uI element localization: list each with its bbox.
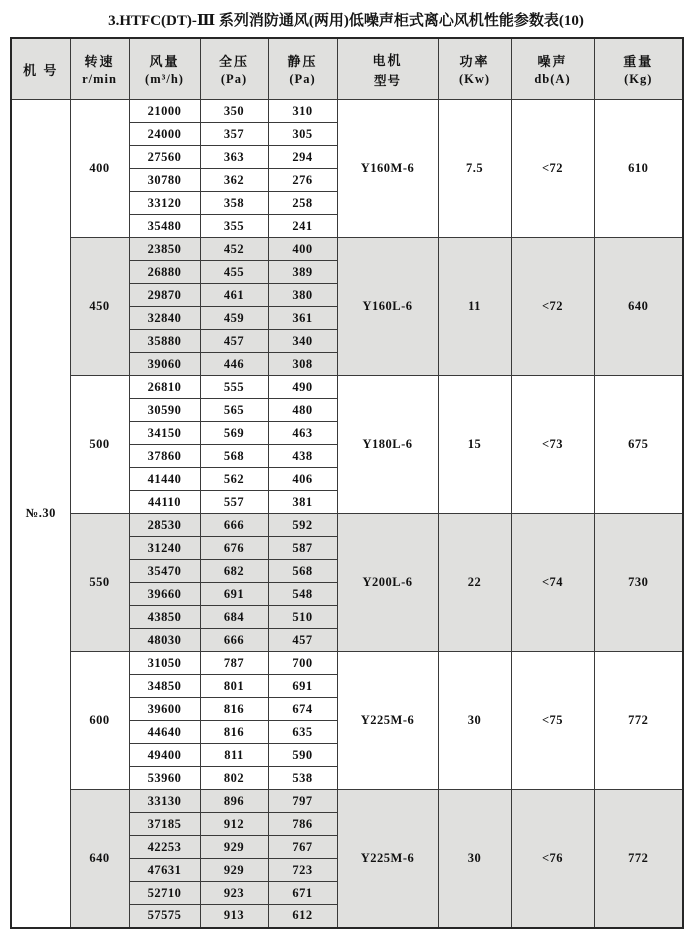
total-pressure-cell: 350 (200, 100, 268, 123)
total-pressure-cell: 912 (200, 813, 268, 836)
machine-no-cell: №.30 (11, 100, 70, 928)
table-row (11, 238, 683, 261)
speed-cell: 600 (70, 652, 129, 790)
total-pressure-cell: 569 (200, 422, 268, 445)
column-header-total-pressure (200, 38, 268, 100)
column-header-machine-no-line1: 机 号 (23, 62, 59, 78)
column-header-static-pressure (268, 38, 337, 100)
power-cell: 30 (438, 790, 511, 928)
column-header-speed (70, 38, 129, 100)
table-row (11, 652, 683, 675)
airflow-cell: 44640 (129, 721, 200, 744)
noise-cell: <72 (511, 100, 594, 238)
total-pressure-cell: 557 (200, 491, 268, 514)
motor-model-cell: Y180L-6 (337, 376, 438, 514)
total-pressure-cell: 357 (200, 123, 268, 146)
static-pressure-cell: 361 (268, 307, 337, 330)
total-pressure-cell: 355 (200, 215, 268, 238)
total-pressure-cell: 811 (200, 744, 268, 767)
total-pressure-cell: 913 (200, 905, 268, 928)
static-pressure-cell: 538 (268, 767, 337, 790)
column-header-machine-no (11, 38, 70, 100)
airflow-cell: 57575 (129, 905, 200, 928)
column-header-weight-line1: 重量 (623, 54, 654, 69)
static-pressure-cell: 276 (268, 169, 337, 192)
airflow-cell: 23850 (129, 238, 200, 261)
table-header (11, 38, 683, 100)
total-pressure-cell: 682 (200, 560, 268, 583)
weight-cell: 610 (594, 100, 683, 238)
total-pressure-cell: 562 (200, 468, 268, 491)
airflow-cell: 37860 (129, 445, 200, 468)
static-pressure-cell: 767 (268, 836, 337, 859)
total-pressure-cell: 555 (200, 376, 268, 399)
total-pressure-cell: 676 (200, 537, 268, 560)
total-pressure-cell: 457 (200, 330, 268, 353)
airflow-cell: 35880 (129, 330, 200, 353)
airflow-cell: 32840 (129, 307, 200, 330)
total-pressure-cell: 896 (200, 790, 268, 813)
total-pressure-cell: 363 (200, 146, 268, 169)
static-pressure-cell: 308 (268, 353, 337, 376)
table-row (11, 100, 683, 123)
total-pressure-cell: 565 (200, 399, 268, 422)
column-header-power-line1: 功率 (459, 54, 490, 69)
static-pressure-cell: 380 (268, 284, 337, 307)
noise-cell: <76 (511, 790, 594, 928)
speed-cell: 550 (70, 514, 129, 652)
static-pressure-cell: 510 (268, 606, 337, 629)
total-pressure-cell: 684 (200, 606, 268, 629)
airflow-cell: 47631 (129, 859, 200, 882)
airflow-cell: 30780 (129, 169, 200, 192)
table-row (11, 514, 683, 537)
airflow-cell: 41440 (129, 468, 200, 491)
static-pressure-cell: 340 (268, 330, 337, 353)
total-pressure-cell: 461 (200, 284, 268, 307)
airflow-cell: 24000 (129, 123, 200, 146)
total-pressure-cell: 666 (200, 629, 268, 652)
column-header-static-pressure-line1: 静压 (287, 54, 318, 69)
total-pressure-cell: 787 (200, 652, 268, 675)
static-pressure-cell: 480 (268, 399, 337, 422)
header-row (11, 38, 683, 100)
table-row (11, 790, 683, 813)
static-pressure-cell: 548 (268, 583, 337, 606)
power-cell: 7.5 (438, 100, 511, 238)
airflow-cell: 21000 (129, 100, 200, 123)
speed-cell: 450 (70, 238, 129, 376)
column-header-noise-line2: db(A) (534, 72, 571, 86)
airflow-cell: 29870 (129, 284, 200, 307)
total-pressure-cell: 816 (200, 698, 268, 721)
column-header-power (438, 38, 511, 100)
weight-cell: 772 (594, 652, 683, 790)
power-cell: 11 (438, 238, 511, 376)
airflow-cell: 31050 (129, 652, 200, 675)
speed-cell: 640 (70, 790, 129, 928)
airflow-cell: 27560 (129, 146, 200, 169)
noise-cell: <72 (511, 238, 594, 376)
column-header-motor-model-line1: 电机 (372, 52, 403, 68)
total-pressure-cell: 816 (200, 721, 268, 744)
static-pressure-cell: 310 (268, 100, 337, 123)
power-cell: 15 (438, 376, 511, 514)
column-header-power-line2: (Kw) (458, 72, 491, 86)
airflow-cell: 26880 (129, 261, 200, 284)
static-pressure-cell: 400 (268, 238, 337, 261)
motor-model-cell: Y225M-6 (337, 790, 438, 928)
total-pressure-cell: 923 (200, 882, 268, 905)
airflow-cell: 31240 (129, 537, 200, 560)
total-pressure-cell: 362 (200, 169, 268, 192)
column-header-weight (594, 38, 683, 100)
column-header-speed-line2: r/min (82, 72, 117, 86)
static-pressure-cell: 587 (268, 537, 337, 560)
static-pressure-cell: 674 (268, 698, 337, 721)
airflow-cell: 39060 (129, 353, 200, 376)
speed-cell: 500 (70, 376, 129, 514)
airflow-cell: 44110 (129, 491, 200, 514)
column-header-total-pressure-line2: (Pa) (220, 72, 248, 86)
airflow-cell: 52710 (129, 882, 200, 905)
airflow-cell: 39660 (129, 583, 200, 606)
column-header-static-pressure-line2: (Pa) (289, 72, 316, 86)
column-header-noise (511, 38, 594, 100)
airflow-cell: 35480 (129, 215, 200, 238)
fan-performance-table (10, 37, 684, 929)
total-pressure-cell: 802 (200, 767, 268, 790)
speed-cell: 400 (70, 100, 129, 238)
noise-cell: <74 (511, 514, 594, 652)
airflow-cell: 26810 (129, 376, 200, 399)
static-pressure-cell: 568 (268, 560, 337, 583)
total-pressure-cell: 358 (200, 192, 268, 215)
static-pressure-cell: 635 (268, 721, 337, 744)
weight-cell: 640 (594, 238, 683, 376)
airflow-cell: 49400 (129, 744, 200, 767)
total-pressure-cell: 666 (200, 514, 268, 537)
static-pressure-cell: 700 (268, 652, 337, 675)
power-cell: 22 (438, 514, 511, 652)
static-pressure-cell: 612 (268, 905, 337, 928)
static-pressure-cell: 258 (268, 192, 337, 215)
airflow-cell: 48030 (129, 629, 200, 652)
column-header-weight-line2: (Kg) (624, 72, 653, 86)
power-cell: 30 (438, 652, 511, 790)
column-header-total-pressure-line1: 全压 (218, 54, 249, 69)
airflow-cell: 39600 (129, 698, 200, 721)
column-header-noise-line1: 噪声 (537, 54, 568, 69)
airflow-cell: 28530 (129, 514, 200, 537)
static-pressure-cell: 592 (268, 514, 337, 537)
airflow-cell: 34150 (129, 422, 200, 445)
static-pressure-cell: 389 (268, 261, 337, 284)
airflow-cell: 37185 (129, 813, 200, 836)
page (0, 9, 692, 929)
static-pressure-cell: 691 (268, 675, 337, 698)
column-header-airflow (129, 38, 200, 100)
total-pressure-cell: 568 (200, 445, 268, 468)
column-header-motor-model-line2: 型号 (373, 73, 401, 88)
total-pressure-cell: 455 (200, 261, 268, 284)
static-pressure-cell: 381 (268, 491, 337, 514)
total-pressure-cell: 446 (200, 353, 268, 376)
airflow-cell: 30590 (129, 399, 200, 422)
motor-model-cell: Y200L-6 (337, 514, 438, 652)
static-pressure-cell: 671 (268, 882, 337, 905)
table-row (11, 376, 683, 399)
static-pressure-cell: 438 (268, 445, 337, 468)
column-header-airflow-line2: (m³/h) (145, 72, 184, 86)
motor-model-cell: Y160M-6 (337, 100, 438, 238)
column-header-speed-line1: 转速 (84, 54, 115, 69)
static-pressure-cell: 786 (268, 813, 337, 836)
static-pressure-cell: 490 (268, 376, 337, 399)
static-pressure-cell: 590 (268, 744, 337, 767)
airflow-cell: 34850 (129, 675, 200, 698)
static-pressure-cell: 723 (268, 859, 337, 882)
total-pressure-cell: 452 (200, 238, 268, 261)
airflow-cell: 35470 (129, 560, 200, 583)
airflow-cell: 42253 (129, 836, 200, 859)
weight-cell: 772 (594, 790, 683, 928)
static-pressure-cell: 305 (268, 123, 337, 146)
column-header-airflow-line1: 风量 (149, 54, 180, 69)
column-header-motor-model (337, 38, 438, 100)
total-pressure-cell: 691 (200, 583, 268, 606)
static-pressure-cell: 797 (268, 790, 337, 813)
static-pressure-cell: 241 (268, 215, 337, 238)
airflow-cell: 33130 (129, 790, 200, 813)
static-pressure-cell: 457 (268, 629, 337, 652)
table-body (11, 100, 683, 928)
total-pressure-cell: 929 (200, 859, 268, 882)
motor-model-cell: Y225M-6 (337, 652, 438, 790)
weight-cell: 730 (594, 514, 683, 652)
total-pressure-cell: 929 (200, 836, 268, 859)
airflow-cell: 43850 (129, 606, 200, 629)
weight-cell: 675 (594, 376, 683, 514)
static-pressure-cell: 406 (268, 468, 337, 491)
static-pressure-cell: 294 (268, 146, 337, 169)
total-pressure-cell: 459 (200, 307, 268, 330)
total-pressure-cell: 801 (200, 675, 268, 698)
airflow-cell: 53960 (129, 767, 200, 790)
noise-cell: <75 (511, 652, 594, 790)
motor-model-cell: Y160L-6 (337, 238, 438, 376)
static-pressure-cell: 463 (268, 422, 337, 445)
noise-cell: <73 (511, 376, 594, 514)
airflow-cell: 33120 (129, 192, 200, 215)
page-title: 3.HTFC(DT)-Ⅲ 系列消防通风(两用)低噪声柜式离心风机性能参数表(10) (108, 13, 584, 29)
